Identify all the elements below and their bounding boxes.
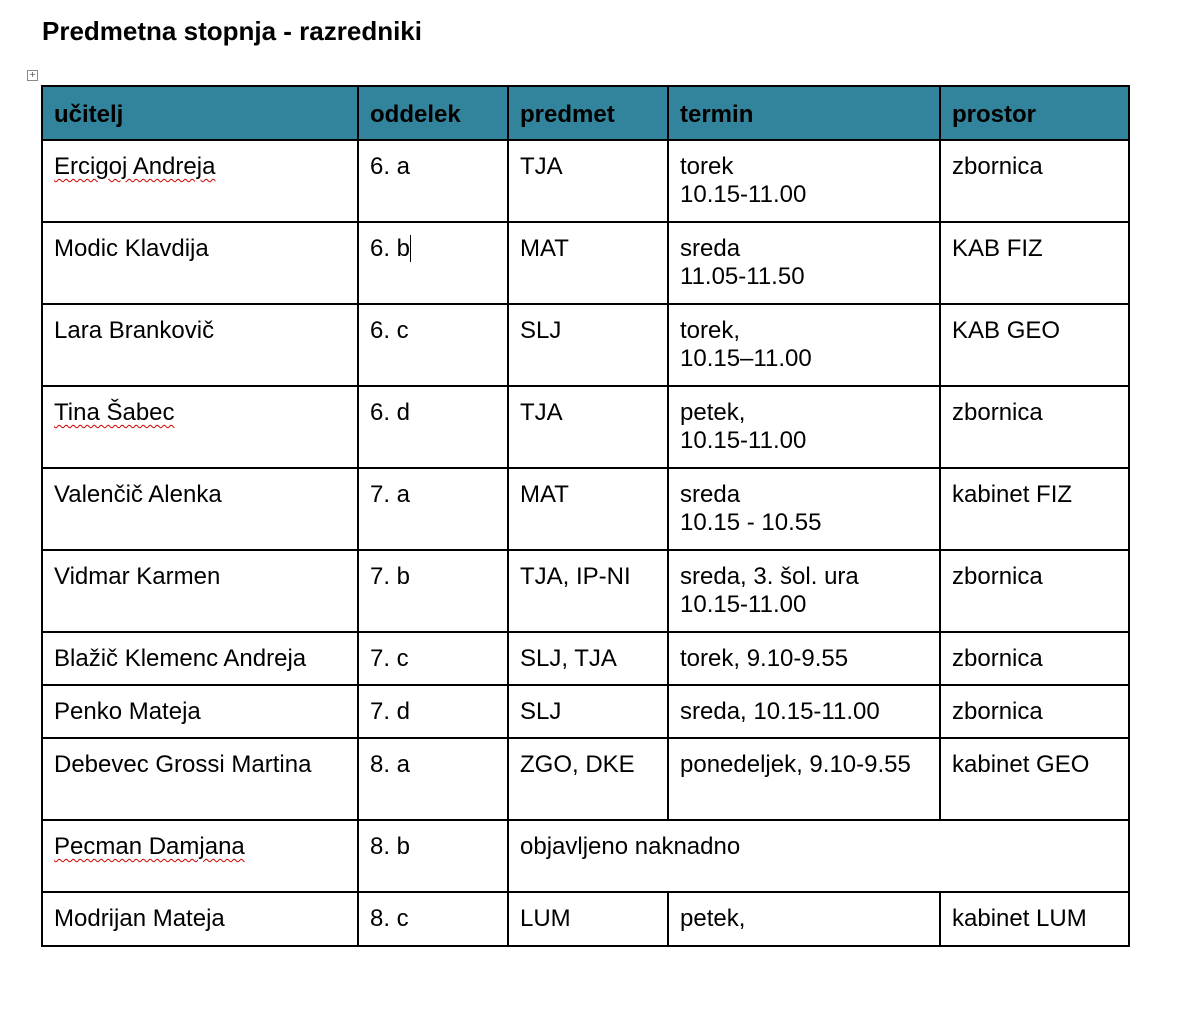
room-cell[interactable]: zbornica (940, 685, 1129, 738)
header-term: termin (668, 86, 940, 140)
subject-cell[interactable]: ZGO, DKE (508, 738, 668, 820)
subject-cell[interactable]: TJA (508, 140, 668, 222)
term-day: sreda, 3. šol. ura (680, 563, 859, 590)
teacher-cell[interactable] (42, 140, 358, 222)
class-cell[interactable]: 8. b (358, 820, 508, 892)
page-title: Predmetna stopnja - razredniki (42, 16, 422, 46)
table-row (42, 386, 1129, 468)
term-time: 10.15-11.00 (680, 591, 807, 618)
term-time: 10.15-11.00 (680, 427, 807, 454)
room-cell[interactable]: kabinet GEO (940, 738, 1129, 820)
class-cell[interactable]: 7. b (358, 550, 508, 632)
header-teacher: učitelj (42, 86, 358, 140)
table-row (42, 820, 1129, 892)
term-cell[interactable] (668, 550, 940, 632)
teacher-cell[interactable]: Modrijan Mateja (42, 892, 358, 946)
term-day: torek, (680, 317, 741, 344)
subject-cell[interactable]: MAT (508, 222, 668, 304)
term-time: 10.15 - 10.55 (680, 509, 822, 536)
class-value-with-caret: 6. b (370, 235, 411, 262)
class-cell[interactable]: 6. d (358, 386, 508, 468)
teacher-cell[interactable]: Lara Brankovič (42, 304, 358, 386)
term-cell[interactable] (668, 468, 940, 550)
term-time: 10.15-11.00 (680, 181, 807, 208)
teacher-cell[interactable]: Modic Klavdija (42, 222, 358, 304)
room-cell[interactable]: zbornica (940, 632, 1129, 685)
teacher-cell[interactable]: Valenčič Alenka (42, 468, 358, 550)
class-cell[interactable] (358, 222, 508, 304)
term-cell[interactable] (668, 222, 940, 304)
term-cell[interactable] (668, 386, 940, 468)
schedule-table (41, 85, 1130, 947)
term-cell[interactable]: ponedeljek, 9.10-9.55 (668, 738, 940, 820)
room-cell[interactable]: zbornica (940, 140, 1129, 222)
teacher-cell[interactable]: Debevec Grossi Martina (42, 738, 358, 820)
teacher-name: Ercigoj Andreja (54, 153, 216, 180)
class-cell[interactable]: 6. a (358, 140, 508, 222)
teacher-cell[interactable] (42, 820, 358, 892)
class-cell[interactable]: 7. d (358, 685, 508, 738)
term-cell[interactable]: sreda, 10.15-11.00 (668, 685, 940, 738)
term-time: 11.05-11.50 (680, 263, 805, 290)
term-cell[interactable]: petek, (668, 892, 940, 946)
teacher-cell[interactable]: Penko Mateja (42, 685, 358, 738)
header-room: prostor (940, 86, 1129, 140)
table-row (42, 632, 1129, 685)
room-cell[interactable]: zbornica (940, 550, 1129, 632)
teacher-name: Pecman Damjana (54, 833, 245, 860)
term-time: 10.15–11.00 (680, 345, 812, 372)
table-row (42, 892, 1129, 946)
table-row (42, 738, 1129, 820)
room-cell[interactable]: kabinet LUM (940, 892, 1129, 946)
table-header-row (42, 86, 1129, 140)
table-row (42, 222, 1129, 304)
room-cell[interactable]: zbornica (940, 386, 1129, 468)
term-day: sreda (680, 235, 741, 262)
class-cell[interactable]: 8. c (358, 892, 508, 946)
term-day: petek, (680, 399, 746, 426)
class-cell[interactable]: 7. c (358, 632, 508, 685)
room-cell[interactable]: kabinet FIZ (940, 468, 1129, 550)
header-subject: predmet (508, 86, 668, 140)
class-cell[interactable]: 7. a (358, 468, 508, 550)
term-cell[interactable]: torek, 9.10-9.55 (668, 632, 940, 685)
table-row (42, 468, 1129, 550)
term-day: torek (680, 153, 734, 180)
table-row (42, 550, 1129, 632)
subject-cell[interactable]: TJA (508, 386, 668, 468)
merged-note-cell[interactable]: objavljeno naknadno (508, 820, 1129, 892)
teacher-cell[interactable]: Blažič Klemenc Andreja (42, 632, 358, 685)
subject-cell[interactable]: SLJ, TJA (508, 632, 668, 685)
table-move-handle-icon[interactable]: + (27, 70, 38, 81)
header-class: oddelek (358, 86, 508, 140)
subject-cell[interactable]: SLJ (508, 685, 668, 738)
teacher-name: Tina Šabec (54, 399, 175, 426)
class-cell[interactable]: 6. c (358, 304, 508, 386)
subject-cell[interactable]: SLJ (508, 304, 668, 386)
term-day: sreda (680, 481, 741, 508)
class-cell[interactable]: 8. a (358, 738, 508, 820)
term-cell[interactable] (668, 304, 940, 386)
table-row (42, 685, 1129, 738)
subject-cell[interactable]: LUM (508, 892, 668, 946)
term-cell[interactable] (668, 140, 940, 222)
subject-cell[interactable]: TJA, IP-NI (508, 550, 668, 632)
room-cell[interactable]: KAB GEO (940, 304, 1129, 386)
teacher-cell[interactable] (42, 386, 358, 468)
room-cell[interactable]: KAB FIZ (940, 222, 1129, 304)
table-row (42, 304, 1129, 386)
subject-cell[interactable]: MAT (508, 468, 668, 550)
table-row (42, 140, 1129, 222)
teacher-cell[interactable]: Vidmar Karmen (42, 550, 358, 632)
